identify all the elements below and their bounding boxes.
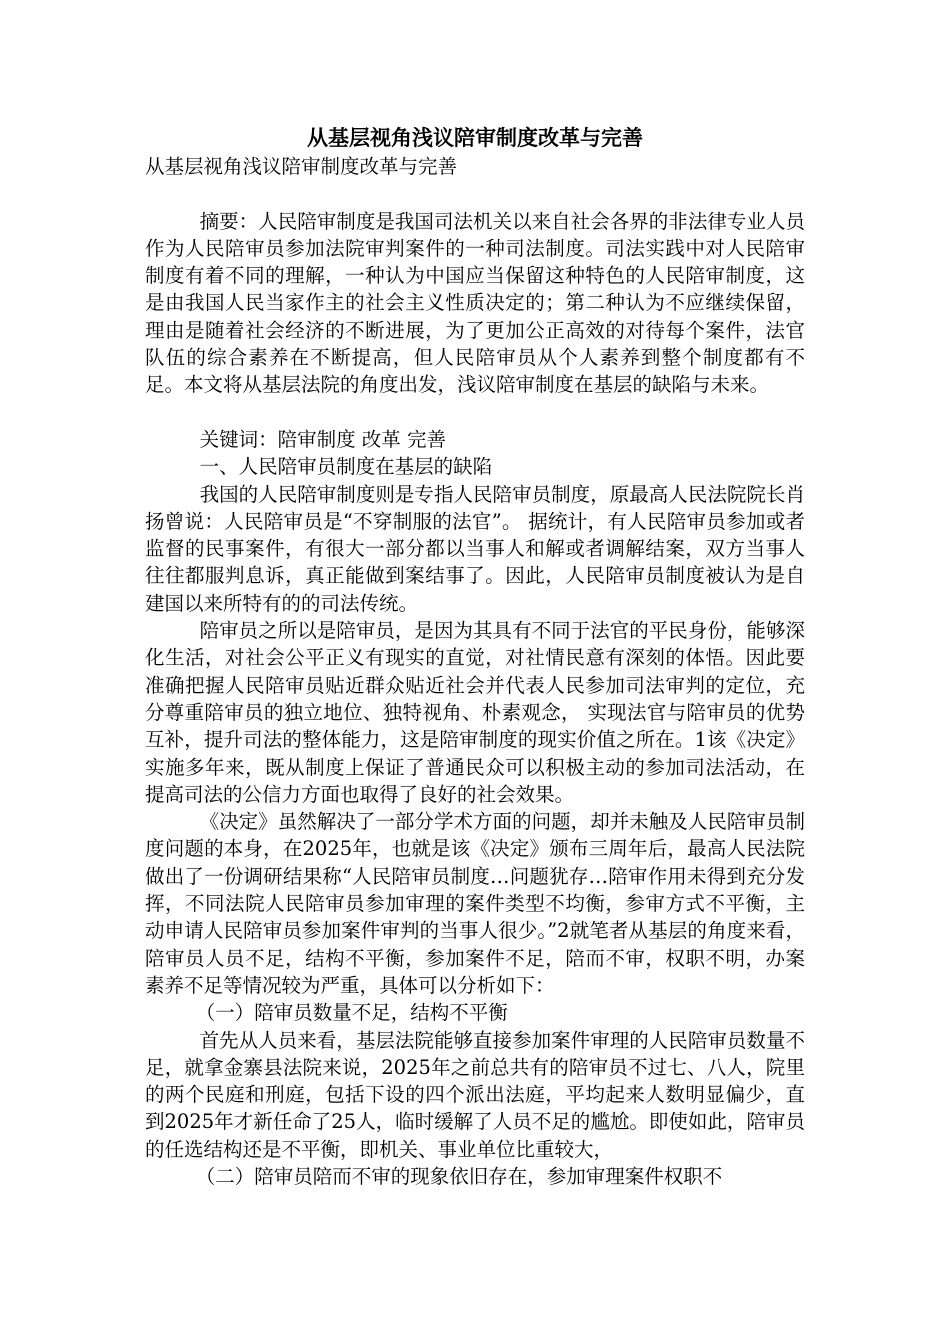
blank-line (145, 180, 805, 207)
body-paragraph: 我国的人民陪审制度则是专指人民陪审员制度，原最高人民法院院长肖扬曾说：人民陪审员是“不穿制服的法官”。 据统计，有人民陪审员参加或者监督的民事案件，有很大一部分都以当事人和解或者调解结案，双方当事人往往都服判息诉，真正能做到案结事了。因此，人民陪审员制度被认为是自建国以来所特有的的司法传统。 (145, 482, 805, 615)
body-paragraph: 陪审员之所以是陪审员，是因为其具有不同于法官的平民身份，能够深化生活，对社会公平正义有现实的直觉，对社情民意有深刻的体悟。因此要准确把握人民陪审员贴近群众贴近社会并代表人民参加司法审判的定位，充分尊重陪审员的独立地位、独特视角、朴素观念， 实现法官与陪审员的优势互补，提升司法的整体能力，这是陪审制度的现实价值之所在。1该《决定》实施多年来，既从制度上保证了普通民众可以积极主动的参加司法活动，在提高司法的公信力方面也取得了良好的社会效果。 (145, 619, 805, 806)
abstract-paragraph: 摘要：人民陪审制度是我国司法机关以来自社会各界的非法律专业人员作为人民陪审员参加法院审判案件的一种司法制度。司法实践中对人民陪审制度有着不同的理解，一种认为中国应当保留这种特色的人民陪审制度，这是由我国人民当家作主的社会主义性质决定的；第二种认为不应继续保留，理由是随着社会经济的不断进展，为了更加公正高效的对待每个案件，法官队伍的综合素养在不断提高，但人民陪审员从个人素养到整个制度都有不足。本文将从基层法院的角度出发，浅议陪审制度在基层的缺陷与未来。 (145, 209, 805, 397)
document-body (145, 153, 805, 1190)
subsection-heading: （一）陪审员数量不足，结构不平衡 (195, 1001, 508, 1025)
document-subtitle: 从基层视角浅议陪审制度改革与完善 (145, 155, 458, 178)
section-heading: 一、人民陪审员制度在基层的缺陷 (199, 455, 493, 479)
subsection-heading: （二）陪审员陪而不审的现象依旧存在，参加审理案件权职不 (195, 1164, 723, 1188)
document-title: 从基层视角浅议陪审制度改革与完善 (307, 125, 643, 150)
body-paragraph: 《决定》虽然解决了一部分学术方面的问题，却并未触及人民陪审员制度问题的本身，在2025年，也就是该《决定》颁布三周年后，最高人民法院做出了一份调研结果称“人民陪审员制度…问题犹存…陪审作用未得到充分发挥，不同法院人民陪审员参加审理的案件类型不均衡，参审方式不平衡，主动申请人民陪审员参加案件审判的当事人很少。”2就笔者从基层的角度来看，陪审员人员不足，结构不平衡，参加案件不足，陪而不审，权职不明，办案素养不足等情况较为严重，具体可以分析如下： (145, 810, 805, 997)
body-paragraph: 首先从人员来看，基层法院能够直接参加案件审理的人民陪审员数量不足，就拿金寨县法院来说，2025年之前总共有的陪审员不过七、八人，院里的两个民庭和刑庭，包括下设的四个派出法庭，平均起来人数明显偏少，直到2025年才新任命了25人，临时缓解了人员不足的尴尬。即使如此，陪审员的任选结构还是不平衡，即机关、事业单位比重较大， (145, 1028, 805, 1161)
blank-line (145, 399, 805, 426)
keywords-line: 关键词：陪审制度 改革 完善 (199, 427, 446, 451)
